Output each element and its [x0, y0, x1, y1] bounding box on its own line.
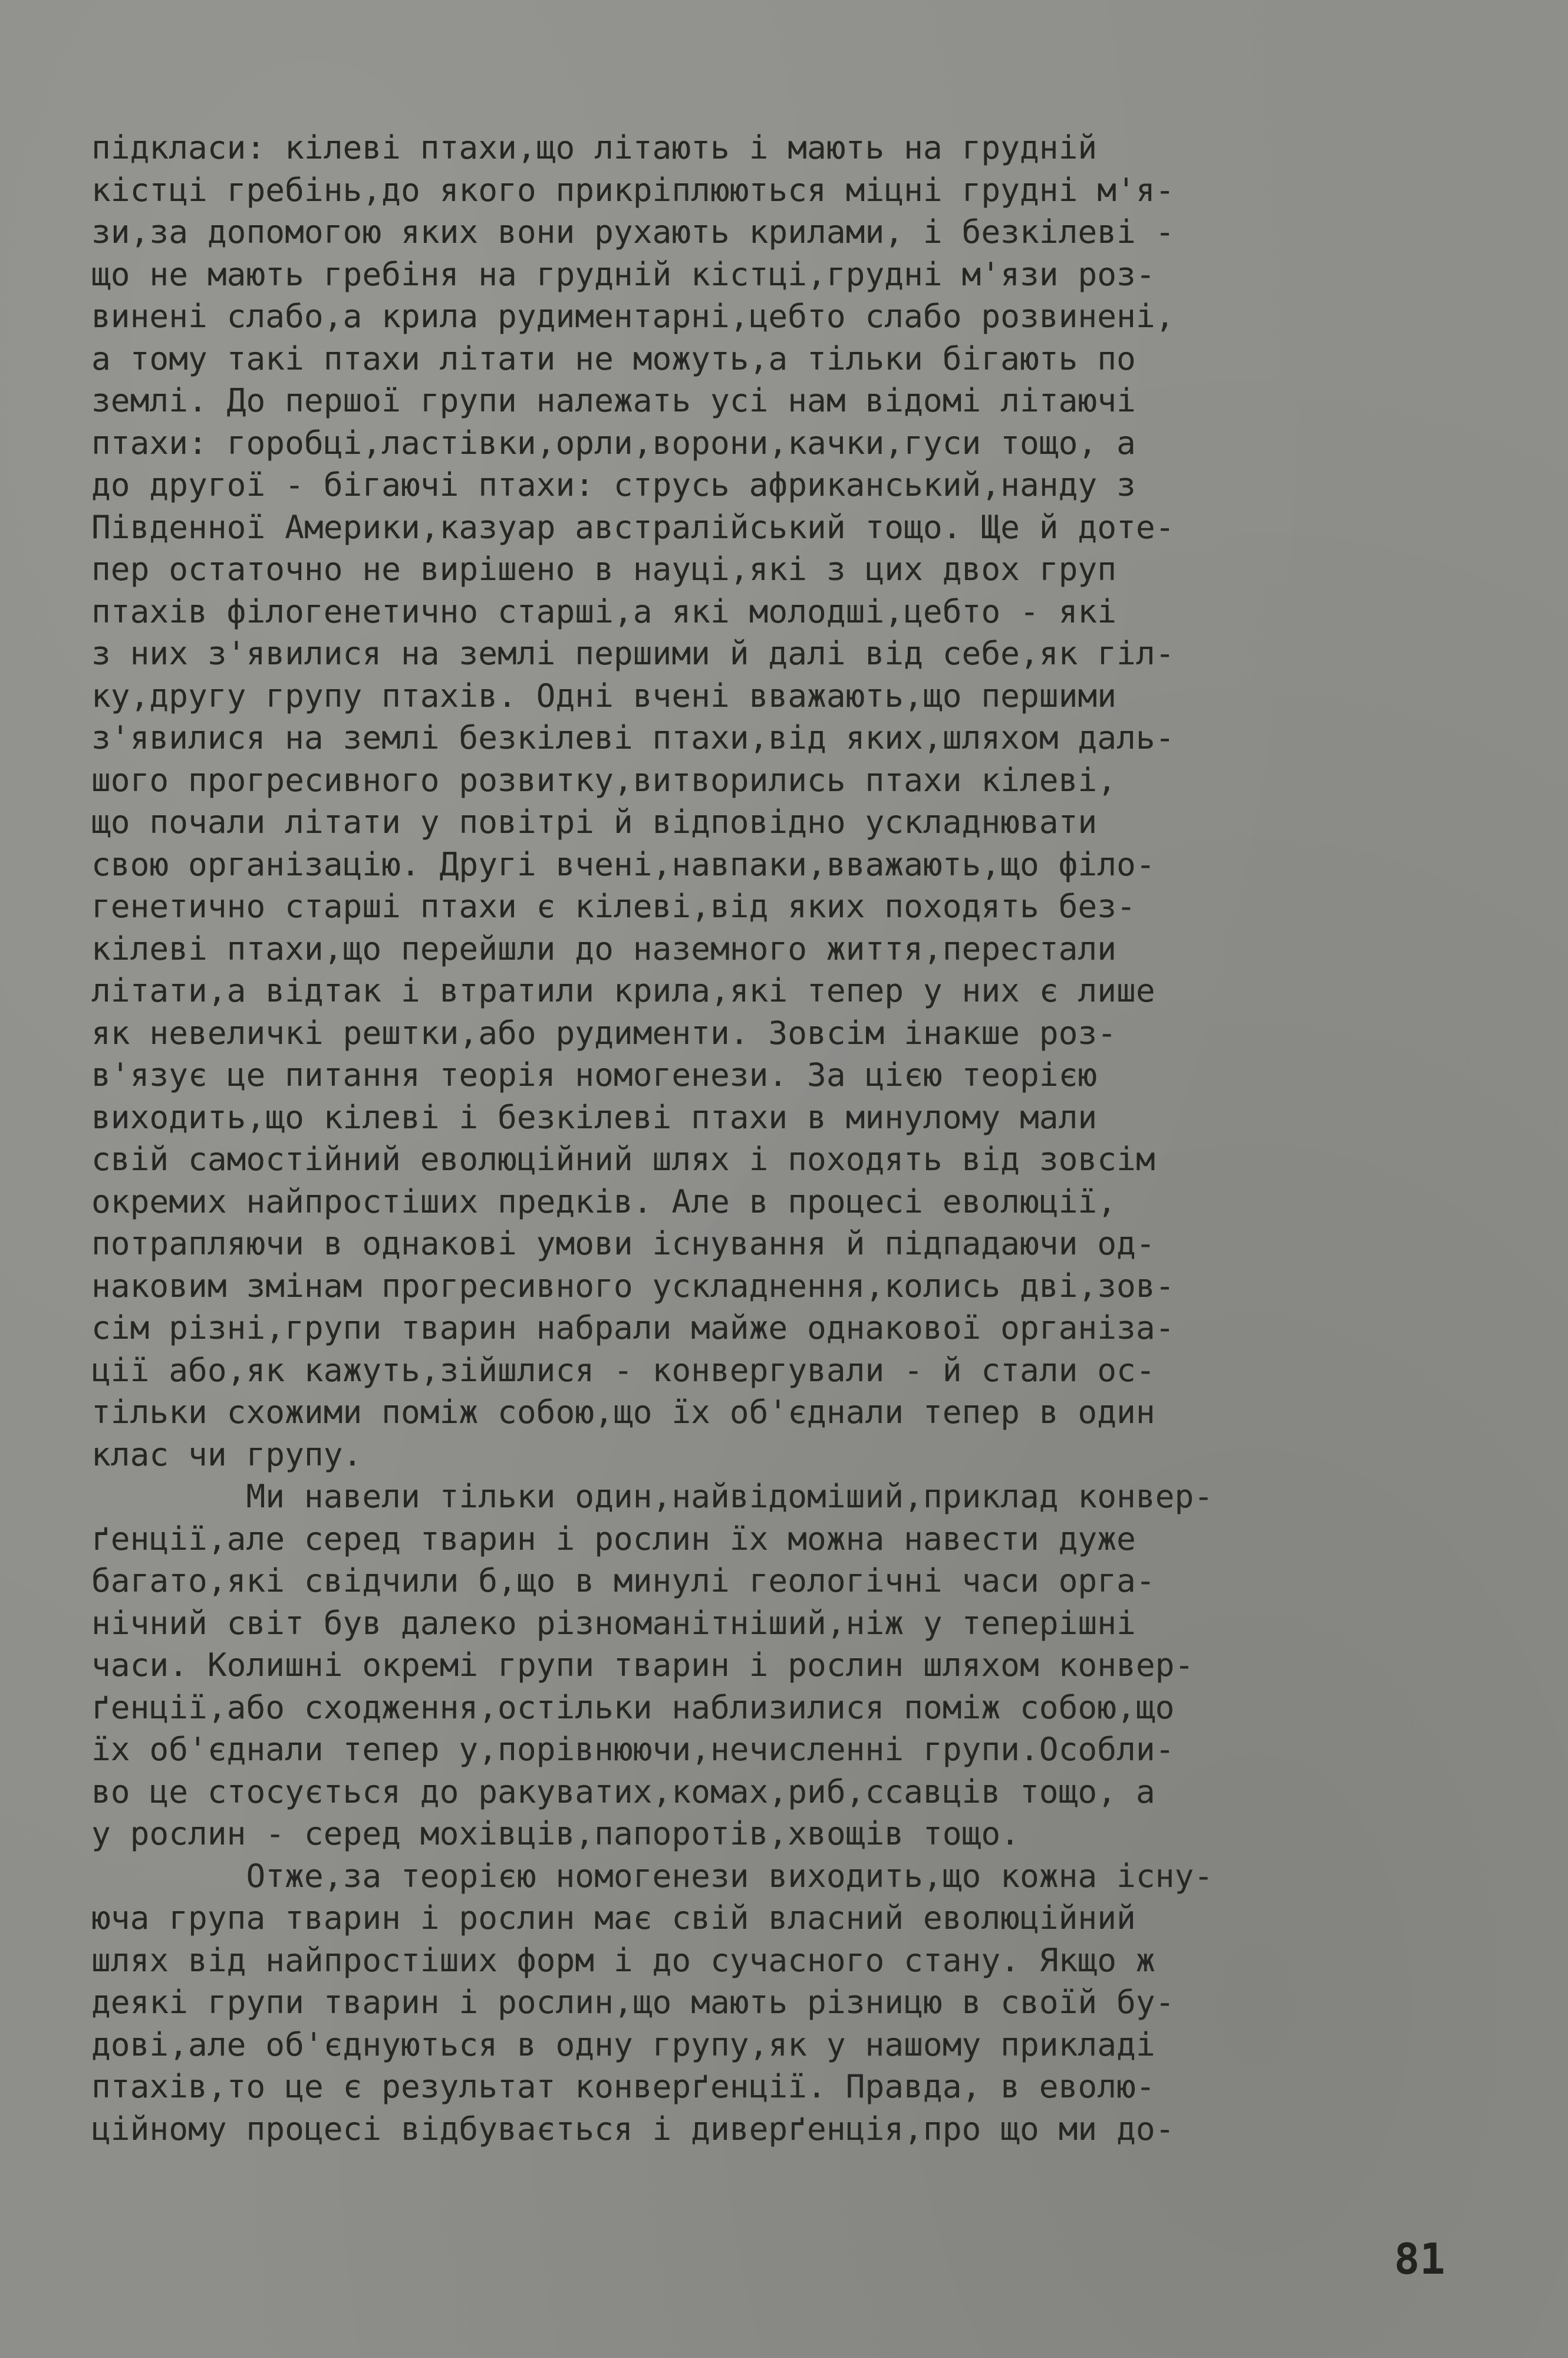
text-line: ційному процесі відбувається і диверґенція,про що ми до-: [91, 2109, 1175, 2148]
text-line: тільки схожими поміж собою,що їх об'єднали тепер в один: [91, 1393, 1155, 1431]
text-line: пер остаточно не вирішено в науці,які з цих двох груп: [91, 550, 1117, 588]
text-line: нічний світ був далеко різноманітніший,ніж у теперішні: [91, 1603, 1136, 1642]
text-line: свій самостійний еволюційний шлях і походять від зовсім: [91, 1140, 1155, 1178]
text-line: окремих найпростіших предків. Але в процесі еволюції,: [91, 1182, 1117, 1220]
text-line: кістці гребінь,до якого прикріплюються міцні грудні м'я-: [91, 170, 1175, 209]
text-line: а тому такі птахи літати не можуть,а тільки бігають по: [91, 339, 1136, 377]
text-line: ґенції,або сходження,остільки наблизилися поміж собою,що: [91, 1688, 1175, 1726]
text-line: птахи: горобці,ластівки,орли,ворони,качки,гуси тощо, а: [91, 423, 1136, 462]
body-text: [91, 127, 1506, 2150]
text-line: що не мають гребіня на грудній кістці,грудні м'язи роз-: [91, 255, 1155, 293]
text-line: свою організацію. Другі вчені,навпаки,вважають,що філо-: [91, 845, 1155, 883]
text-line: шого прогресивного розвитку,витворились птахи кілеві,: [91, 760, 1117, 799]
text-line: їх об'єднали тепер у,порівнюючи,нечисленні групи.Особли-: [91, 1730, 1175, 1768]
text-line: ції або,як кажуть,зійшлися - конвергували - й стали ос-: [91, 1351, 1155, 1389]
text-line: ґенції,але серед тварин і рослин їх можна навести дуже: [91, 1519, 1136, 1557]
text-line: з них з'явилися на землі першими й далі від себе,як гіл-: [91, 634, 1175, 672]
text-line: клас чи групу.: [91, 1435, 363, 1473]
text-line: літати,а відтак і втратили крила,які тепер у них є лише: [91, 971, 1155, 1009]
text-line: винені слабо,а крила рудиментарні,цебто слабо розвинені,: [91, 297, 1175, 335]
text-line: в'язує це питання теорія номогенези. За цією теорією: [91, 1056, 1098, 1094]
text-line: шлях від найпростіших форм і до сучасного стану. Якщо ж: [91, 1941, 1155, 1979]
text-line: як невеличкі рештки,або рудименти. Зовсім інакше роз-: [91, 1013, 1117, 1052]
text-line: кілеві птахи,що перейшли до наземного життя,перестали: [91, 929, 1117, 967]
text-line: наковим змінам прогресивного ускладнення,колись дві,зов-: [91, 1266, 1175, 1305]
text-line: Ми навели тільки один,найвідоміший,приклад конвер-: [91, 1477, 1214, 1515]
text-line: багато,які свідчили б,що в минулі геологічні часи орга-: [91, 1562, 1155, 1599]
text-line: птахів,то це є результат конверґенції. Правда, в еволю-: [91, 2067, 1155, 2105]
text-line: часи. Колишні окремі групи тварин і рослин шляхом конвер-: [91, 1646, 1194, 1684]
text-line: Отже,за теорією номогенези виходить,що кожна існу-: [91, 1856, 1214, 1895]
text-line: потрапляючи в однакові умови існування й підпадаючи од-: [91, 1224, 1155, 1262]
text-line: генетично старші птахи є кілеві,від яких походять без-: [91, 887, 1136, 925]
text-line: ку,другу групу птахів. Одні вчені вважають,що першими: [91, 676, 1117, 714]
text-line: Південної Америки,казуар австралійський тощо. Ще й доте-: [91, 508, 1175, 546]
text-line: до другої - бігаючі птахи: струсь африканський,нанду з: [91, 466, 1136, 503]
text-line: з'явилися на землі безкілеві птахи,від яких,шляхом даль-: [91, 719, 1175, 756]
text-line: що почали літати у повітрі й відповідно ускладнювати: [91, 803, 1098, 841]
text-line: землі. До першої групи належать усі нам відомі літаючі: [91, 381, 1136, 419]
text-line: дові,але об'єднуються в одну групу,як у нашому прикладі: [91, 2025, 1155, 2063]
text-line: виходить,що кілеві і безкілеві птахи в минулому мали: [91, 1098, 1098, 1136]
page-number: 81: [1394, 2234, 1445, 2284]
text-line: деякі групи тварин і рослин,що мають різницю в своїй бу-: [91, 1983, 1175, 2021]
text-line: у рослин - серед мохівців,папоротів,хвощів тощо.: [91, 1814, 1020, 1852]
text-line: во це стосується до ракуватих,комах,риб,ссавців тощо, а: [91, 1772, 1155, 1810]
text-line: зи,за допомогою яких вони рухають крилами, і безкілеві -: [91, 213, 1175, 251]
text-line: юча група тварин і рослин має свій власний еволюційний: [91, 1899, 1136, 1937]
text-line: сім різні,групи тварин набрали майже однакової організа-: [91, 1309, 1175, 1346]
text-line: птахів філогенетично старші,а які молодші,цебто - які: [91, 592, 1117, 630]
text-line: підкласи: кілеві птахи,що літають і мають на грудній: [91, 129, 1098, 166]
